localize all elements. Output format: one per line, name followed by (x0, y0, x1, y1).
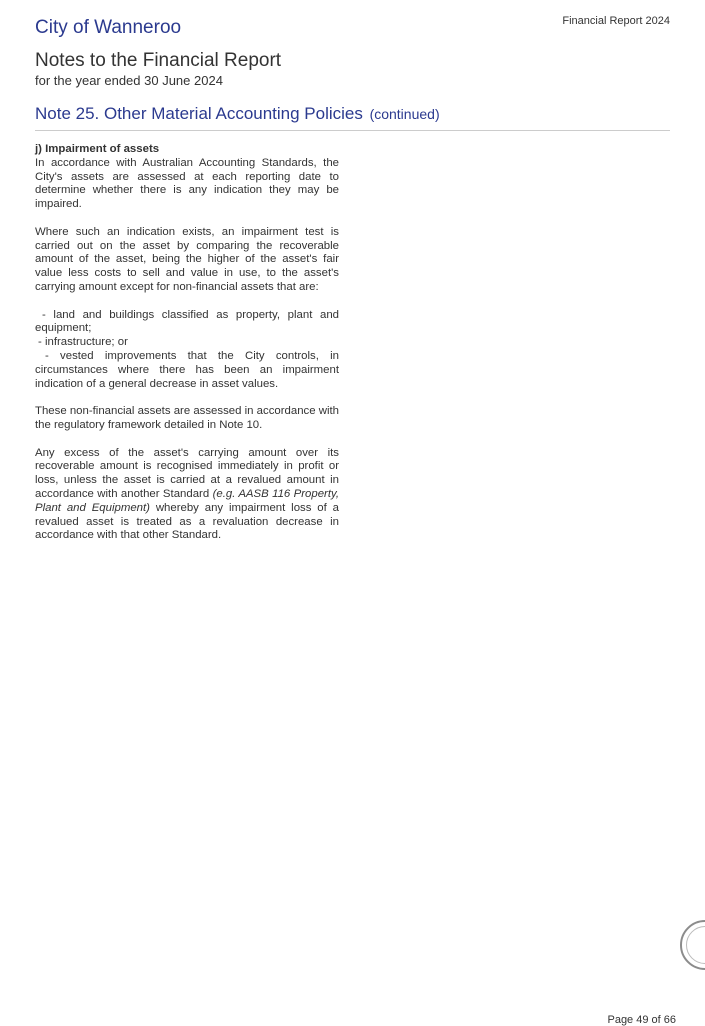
paragraph-3: These non-financial assets are assessed in accordance with the regulatory framework detailed in Note 10. (35, 405, 339, 431)
seal-icon (680, 920, 705, 970)
organisation-name: City of Wanneroo (35, 17, 182, 38)
paragraph-1: In accordance with Australian Accounting Standards, the City's assets are assessed at each reporting date to determine whether there is any indication they may be impaired. (35, 156, 339, 211)
report-label: Financial Report 2024 (562, 15, 670, 27)
note-title: Note 25. Other Material Accounting Policies (35, 104, 363, 123)
paragraph-4 (35, 447, 339, 544)
paragraph-2: Where such an indication exists, an impairment test is carried out on the asset by comparing the recoverable amount of the asset, being the higher of the asset's fair value less costs to sell and value in use, to the asset's carrying amount except for non-financial assets that are: (35, 225, 339, 293)
paragraph-4-start: Any excess of the asset's carrying amount over its recoverable amount is recognised immediately in profit or loss, unless the asset is carried at a revalued amount in accordance with another Standard (35, 446, 339, 500)
note-heading (35, 98, 440, 126)
page-number: Page 49 of 66 (607, 1014, 676, 1026)
note-continued-label: (continued) (369, 106, 440, 122)
list-item: - land and buildings classified as property, plant and equipment; (35, 308, 339, 335)
list-item: - infrastructure; or (38, 336, 128, 349)
page-title: Notes to the Financial Report (35, 50, 282, 71)
seal-inner-ring (686, 926, 705, 964)
exception-list (35, 309, 339, 392)
paragraph-4-italic: (e.g. AASB 116 Property, Plant and Equipment) (35, 487, 340, 514)
header-divider (35, 130, 670, 131)
section-heading: j) Impairment of assets (35, 143, 160, 155)
content-column (35, 143, 339, 557)
paragraph-4-end: whereby any impairment loss of a revalued asset is treated as a revaluation decrease in accordance with that other Standard. (35, 501, 339, 542)
list-item: - vested improvements that the City controls, in circumstances where there has been an impairment indication of a general decrease in asset values. (35, 349, 339, 390)
page-subtitle: for the year ended 30 June 2024 (35, 73, 223, 88)
